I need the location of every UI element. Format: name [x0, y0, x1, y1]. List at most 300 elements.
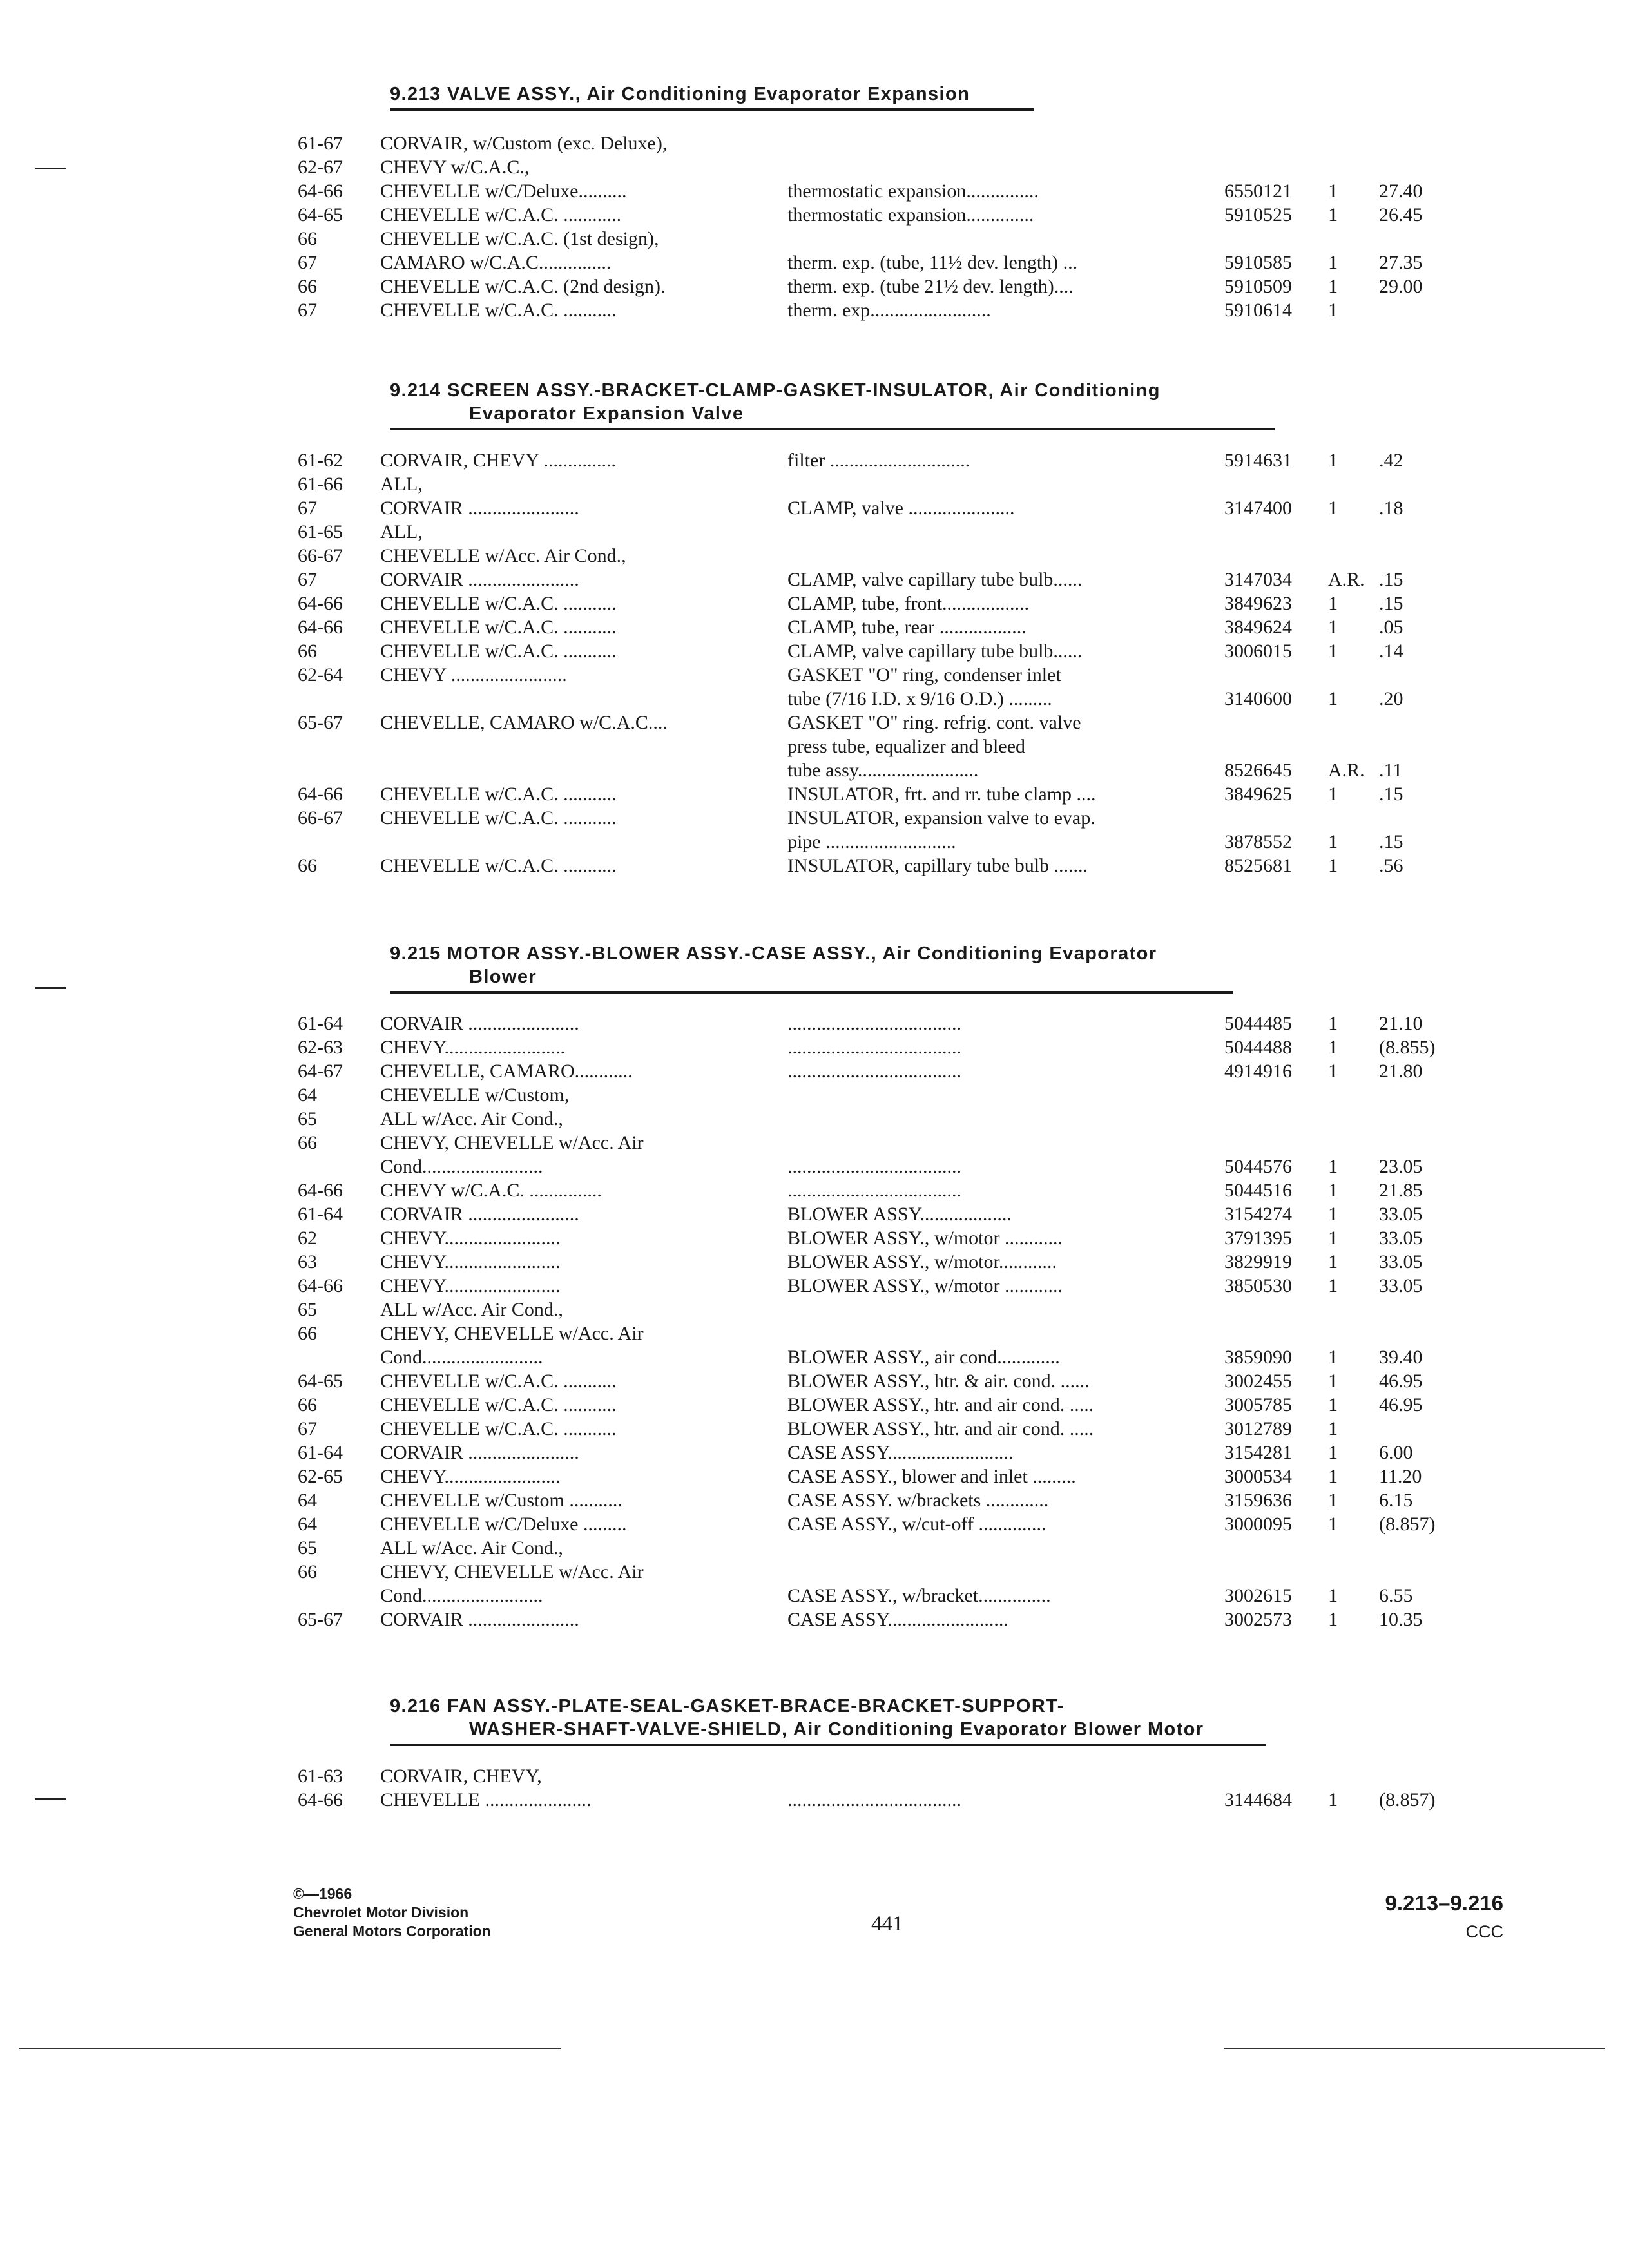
application: CORVAIR, w/Custom (exc. Deluxe),: [380, 133, 668, 154]
part-number: 4914916: [1224, 1061, 1292, 1082]
application: CORVAIR, CHEVY,: [380, 1765, 542, 1787]
part-description: CASE ASSY., w/bracket...............: [787, 1585, 1051, 1606]
margin-mark: [35, 987, 66, 989]
part-number: 3791395: [1224, 1227, 1292, 1249]
table-row: [0, 1250, 1629, 1274]
quantity: 1: [1328, 1609, 1338, 1630]
quantity: 1: [1328, 855, 1338, 876]
application: CHEVELLE, CAMARO w/C.A.C....: [380, 712, 668, 733]
model-years: 65-67: [298, 1609, 343, 1630]
application: CHEVELLE w/C.A.C. ............: [380, 204, 622, 226]
table-row: [0, 1488, 1629, 1512]
part-number: 3849624: [1224, 617, 1292, 638]
model-years: 63: [298, 1251, 317, 1273]
application: CHEVY, CHEVELLE w/Acc. Air: [380, 1323, 644, 1344]
price: 10.35: [1379, 1609, 1423, 1630]
application: CHEVELLE w/C.A.C. ...........: [380, 855, 617, 876]
price: 46.95: [1379, 1370, 1423, 1392]
part-number: 3159636: [1224, 1490, 1292, 1511]
section-title-line2: WASHER-SHAFT-VALVE-SHIELD, Air Conditioning Evaporator Blower Motor: [469, 1719, 1204, 1740]
quantity: 1: [1328, 1370, 1338, 1392]
part-description: pipe ...........................: [787, 831, 956, 852]
quantity: 1: [1328, 180, 1338, 202]
quantity: 1: [1328, 450, 1338, 471]
table-row: [0, 251, 1629, 274]
section-title-line1: 9.216 FAN ASSY.-PLATE-SEAL-GASKET-BRACE-BRACKET-SUPPORT-: [390, 1696, 1065, 1716]
table-row: [0, 520, 1629, 544]
model-years: 64-66: [298, 180, 343, 202]
application: CORVAIR .......................: [380, 1442, 579, 1463]
model-years: 66: [298, 228, 317, 249]
model-years: 61-66: [298, 474, 343, 495]
table-row: [0, 1560, 1629, 1584]
part-number: 3006015: [1224, 640, 1292, 662]
quantity: 1: [1328, 1514, 1338, 1535]
quantity: 1: [1328, 617, 1338, 638]
model-years: 61-63: [298, 1765, 343, 1787]
application: ALL,: [380, 521, 423, 543]
price: .15: [1379, 569, 1403, 590]
section-title-line1: 9.214 SCREEN ASSY.-BRACKET-CLAMP-GASKET-INSULATOR, Air Conditioning: [390, 380, 1161, 401]
quantity: 1: [1328, 1418, 1338, 1439]
model-years: 62-65: [298, 1466, 343, 1487]
section-title: [390, 942, 1233, 994]
table-row: [0, 1465, 1629, 1488]
quantity: 1: [1328, 1180, 1338, 1201]
model-years: 64-66: [298, 593, 343, 614]
part-description: BLOWER ASSY., w/motor............: [787, 1251, 1057, 1273]
model-years: 65-67: [298, 712, 343, 733]
part-number: 3849625: [1224, 783, 1292, 805]
price: 11.20: [1379, 1466, 1422, 1487]
price: .42: [1379, 450, 1403, 471]
application: CORVAIR .......................: [380, 497, 579, 519]
price: .14: [1379, 640, 1403, 662]
price: (8.855): [1379, 1037, 1436, 1058]
application: CHEVY w/C.A.C.,: [380, 157, 530, 178]
table-row: [0, 155, 1629, 179]
table-row: [0, 448, 1629, 472]
table-row: [0, 568, 1629, 591]
part-description: therm. exp. (tube 21½ dev. length)....: [787, 276, 1074, 297]
table-row: [0, 1536, 1629, 1560]
table-row: [0, 1608, 1629, 1631]
table-row: [0, 830, 1629, 854]
quantity: 1: [1328, 1585, 1338, 1606]
table-row: [0, 472, 1629, 496]
model-years: 66: [298, 640, 317, 662]
section-title-line1: 9.213 VALVE ASSY., Air Conditioning Evaporator Expansion: [390, 84, 970, 104]
model-years: 67: [298, 252, 317, 273]
table-row: [0, 1512, 1629, 1536]
part-number: 3849623: [1224, 593, 1292, 614]
section-title-rule: [390, 428, 1275, 430]
quantity: 1: [1328, 252, 1338, 273]
part-description: thermostatic expansion..............: [787, 204, 1034, 226]
table-row: [0, 1155, 1629, 1178]
application: CHEVELLE w/C.A.C. ...........: [380, 807, 617, 829]
price: .56: [1379, 855, 1403, 876]
price: .20: [1379, 688, 1403, 709]
price: 21.85: [1379, 1180, 1423, 1201]
part-description: CLAMP, valve capillary tube bulb......: [787, 640, 1083, 662]
table-row: [0, 131, 1629, 155]
application: ALL,: [380, 474, 423, 495]
quantity: 1: [1328, 1251, 1338, 1273]
part-number: 8525681: [1224, 855, 1292, 876]
part-number: 3012789: [1224, 1418, 1292, 1439]
quantity: A.R.: [1328, 569, 1365, 590]
quantity: 1: [1328, 204, 1338, 226]
model-years: 62-63: [298, 1037, 343, 1058]
part-description: BLOWER ASSY., air cond.............: [787, 1347, 1060, 1368]
application: CHEVELLE ......................: [380, 1789, 592, 1811]
price: 6.15: [1379, 1490, 1413, 1511]
table-row: [0, 615, 1629, 639]
price: .15: [1379, 593, 1403, 614]
price: 33.05: [1379, 1204, 1423, 1225]
application: CHEVELLE w/C/Deluxe..........: [380, 180, 627, 202]
part-description: CASE ASSY., blower and inlet .........: [787, 1466, 1076, 1487]
price: .15: [1379, 831, 1403, 852]
price: .15: [1379, 783, 1403, 805]
model-years: 61-64: [298, 1013, 343, 1034]
table-row: [0, 1012, 1629, 1035]
part-number: 3850530: [1224, 1275, 1292, 1296]
part-description: BLOWER ASSY., w/motor ............: [787, 1227, 1063, 1249]
table-row: [0, 1131, 1629, 1155]
table-row: [0, 687, 1629, 711]
part-description: GASKET "O" ring, condenser inlet: [787, 664, 1061, 686]
application: Cond.........................: [380, 1156, 543, 1177]
part-number: 3002615: [1224, 1585, 1292, 1606]
table-row: [0, 782, 1629, 806]
part-number: 5910585: [1224, 252, 1292, 273]
model-years: 66: [298, 855, 317, 876]
price: 6.55: [1379, 1585, 1413, 1606]
model-years: 67: [298, 300, 317, 321]
model-years: 64-65: [298, 204, 343, 226]
application: CORVAIR .......................: [380, 1609, 579, 1630]
model-years: 64-66: [298, 1180, 343, 1201]
quantity: 1: [1328, 1275, 1338, 1296]
application: CHEVELLE w/C.A.C. ...........: [380, 1394, 617, 1416]
application: CHEVY, CHEVELLE w/Acc. Air: [380, 1132, 644, 1153]
model-years: 62-64: [298, 664, 343, 686]
table-row: [0, 298, 1629, 322]
quantity: 1: [1328, 1394, 1338, 1416]
model-years: 66: [298, 1323, 317, 1344]
table-row: [0, 1083, 1629, 1107]
part-number: 5910525: [1224, 204, 1292, 226]
model-years: 64: [298, 1084, 317, 1106]
part-description: INSULATOR, capillary tube bulb .......: [787, 855, 1088, 876]
price: 46.95: [1379, 1394, 1423, 1416]
table-row: [0, 1441, 1629, 1465]
part-description: BLOWER ASSY., w/motor ............: [787, 1275, 1063, 1296]
table-row: [0, 1584, 1629, 1608]
part-description: therm. exp.........................: [787, 300, 991, 321]
part-number: 5910614: [1224, 300, 1292, 321]
price: 33.05: [1379, 1251, 1423, 1273]
model-years: 65: [298, 1299, 317, 1320]
model-years: 65: [298, 1537, 317, 1559]
application: CHEVY........................: [380, 1275, 561, 1296]
table-row: [0, 806, 1629, 830]
quantity: 1: [1328, 640, 1338, 662]
part-number: 5910509: [1224, 276, 1292, 297]
part-description: thermostatic expansion...............: [787, 180, 1039, 202]
application: ALL w/Acc. Air Cond.,: [380, 1537, 563, 1559]
application: Cond.........................: [380, 1585, 543, 1606]
table-row: [0, 1178, 1629, 1202]
part-description: ....................................: [787, 1156, 961, 1177]
model-years: 64: [298, 1514, 317, 1535]
quantity: 1: [1328, 1013, 1338, 1034]
part-description: ....................................: [787, 1180, 961, 1201]
part-number: 5044485: [1224, 1013, 1292, 1034]
parts-list: [0, 1012, 1629, 1631]
part-description: CLAMP, valve ......................: [787, 497, 1015, 519]
quantity: 1: [1328, 1156, 1338, 1177]
parts-list: [0, 1764, 1629, 1812]
part-number: 3878552: [1224, 831, 1292, 852]
part-number: 8526645: [1224, 760, 1292, 781]
table-row: [0, 758, 1629, 782]
part-description: filter .............................: [787, 450, 970, 471]
part-number: 3859090: [1224, 1347, 1292, 1368]
price: 21.10: [1379, 1013, 1423, 1034]
part-description: BLOWER ASSY...................: [787, 1204, 1012, 1225]
price: 39.40: [1379, 1347, 1423, 1368]
section-title-line2: Blower: [469, 966, 537, 987]
price: 33.05: [1379, 1275, 1423, 1296]
table-row: [0, 1345, 1629, 1369]
part-number: 5044576: [1224, 1156, 1292, 1177]
part-number: 3147034: [1224, 569, 1292, 590]
application: CORVAIR .......................: [380, 1204, 579, 1225]
quantity: 1: [1328, 1466, 1338, 1487]
part-number: 3140600: [1224, 688, 1292, 709]
application: CHEVELLE w/C.A.C. ...........: [380, 617, 617, 638]
parts-list: [0, 448, 1629, 878]
part-description: ....................................: [787, 1013, 961, 1034]
table-row: [0, 1274, 1629, 1298]
part-description: BLOWER ASSY., htr. & air. cond. ......: [787, 1370, 1090, 1392]
quantity: A.R.: [1328, 760, 1365, 781]
part-number: 3002455: [1224, 1370, 1292, 1392]
section-title-rule: [390, 1744, 1266, 1746]
price: 21.80: [1379, 1061, 1423, 1082]
model-years: 67: [298, 1418, 317, 1439]
table-row: [0, 1202, 1629, 1226]
section-title-line2: Evaporator Expansion Valve: [469, 403, 744, 424]
table-row: [0, 591, 1629, 615]
application: CHEVELLE w/C.A.C. ...........: [380, 593, 617, 614]
section-title: [390, 1695, 1266, 1746]
table-row: [0, 1417, 1629, 1441]
part-number: 3005785: [1224, 1394, 1292, 1416]
model-years: 61-64: [298, 1442, 343, 1463]
application: CHEVY w/C.A.C. ...............: [380, 1180, 602, 1201]
section-title: [390, 379, 1275, 430]
model-years: 64-66: [298, 783, 343, 805]
application: CHEVELLE w/C.A.C. ...........: [380, 1370, 617, 1392]
part-description: therm. exp. (tube, 11½ dev. length) ...: [787, 252, 1078, 273]
copyright-notice: ©—1966 Chevrolet Motor Division General Motors Corporation: [293, 1885, 491, 1939]
part-number: 5914631: [1224, 450, 1292, 471]
application: CAMARO w/C.A.C...............: [380, 252, 612, 273]
parts-list: [0, 131, 1629, 322]
table-row: [0, 544, 1629, 568]
part-description: ....................................: [787, 1037, 961, 1058]
table-row: [0, 1035, 1629, 1059]
application: CHEVY.........................: [380, 1037, 565, 1058]
model-years: 64: [298, 1490, 317, 1511]
table-row: [0, 1107, 1629, 1131]
section-title-line1: 9.215 MOTOR ASSY.-BLOWER ASSY.-CASE ASSY., Air Conditioning Evaporator: [390, 943, 1157, 964]
model-years: 62-67: [298, 157, 343, 178]
price: 6.00: [1379, 1442, 1413, 1463]
application: Cond.........................: [380, 1347, 543, 1368]
part-description: INSULATOR, expansion valve to evap.: [787, 807, 1095, 829]
application: CHEVELLE w/Acc. Air Cond.,: [380, 545, 626, 566]
price: .18: [1379, 497, 1403, 519]
part-description: BLOWER ASSY., htr. and air cond. .....: [787, 1394, 1094, 1416]
section-title-rule: [390, 108, 1034, 111]
quantity: 1: [1328, 1347, 1338, 1368]
application: CORVAIR, CHEVY ...............: [380, 450, 616, 471]
part-description: CASE ASSY..........................: [787, 1442, 1014, 1463]
bottom-rule: [19, 2048, 561, 2049]
quantity: 1: [1328, 688, 1338, 709]
quantity: 1: [1328, 1227, 1338, 1249]
quantity: 1: [1328, 1204, 1338, 1225]
model-years: 66: [298, 276, 317, 297]
application: CHEVELLE, CAMARO............: [380, 1061, 633, 1082]
table-row: [0, 1226, 1629, 1250]
part-number: 6550121: [1224, 180, 1292, 202]
part-description: press tube, equalizer and bleed: [787, 736, 1026, 757]
part-description: CLAMP, tube, front..................: [787, 593, 1029, 614]
application: CHEVELLE w/C/Deluxe .........: [380, 1514, 627, 1535]
quantity: 1: [1328, 300, 1338, 321]
price: .05: [1379, 617, 1403, 638]
part-description: ....................................: [787, 1061, 961, 1082]
table-row: [0, 496, 1629, 520]
model-years: 65: [298, 1108, 317, 1129]
application: CHEVELLE w/C.A.C. ...........: [380, 640, 617, 662]
price: 26.45: [1379, 204, 1423, 226]
application: CHEVY........................: [380, 1227, 561, 1249]
part-number: 5044516: [1224, 1180, 1292, 1201]
price: .11: [1379, 760, 1403, 781]
table-row: [0, 1393, 1629, 1417]
table-row: [0, 203, 1629, 227]
model-years: 66-67: [298, 545, 343, 566]
price: 33.05: [1379, 1227, 1423, 1249]
model-years: 66: [298, 1394, 317, 1416]
table-row: [0, 1298, 1629, 1321]
table-row: [0, 663, 1629, 687]
table-row: [0, 179, 1629, 203]
part-number: 3154281: [1224, 1442, 1292, 1463]
part-description: CLAMP, valve capillary tube bulb......: [787, 569, 1083, 590]
quantity: 1: [1328, 593, 1338, 614]
price: (8.857): [1379, 1514, 1436, 1535]
model-years: 64-67: [298, 1061, 343, 1082]
model-years: 66-67: [298, 807, 343, 829]
model-years: 67: [298, 569, 317, 590]
application: CHEVELLE w/Custom ...........: [380, 1490, 622, 1511]
model-years: 61-65: [298, 521, 343, 543]
part-description: ....................................: [787, 1789, 961, 1811]
table-row: [0, 1059, 1629, 1083]
quantity: 1: [1328, 1061, 1338, 1082]
table-row: [0, 639, 1629, 663]
section-title: [390, 82, 1034, 111]
table-row: [0, 274, 1629, 298]
part-description: CASE ASSY. w/brackets .............: [787, 1490, 1049, 1511]
part-number: 3002573: [1224, 1609, 1292, 1630]
table-row: [0, 1369, 1629, 1393]
application: CHEVELLE w/Custom,: [380, 1084, 570, 1106]
application: CHEVELLE w/C.A.C. (1st design),: [380, 228, 659, 249]
part-number: 3000095: [1224, 1514, 1292, 1535]
price: 23.05: [1379, 1156, 1423, 1177]
part-description: BLOWER ASSY., htr. and air cond. .....: [787, 1418, 1094, 1439]
part-description: tube assy.........................: [787, 760, 979, 781]
table-row: [0, 227, 1629, 251]
part-description: CLAMP, tube, rear ..................: [787, 617, 1027, 638]
model-years: 64-66: [298, 1789, 343, 1811]
application: CHEVY ........................: [380, 664, 567, 686]
model-years: 61-64: [298, 1204, 343, 1225]
table-row: [0, 735, 1629, 758]
application: ALL w/Acc. Air Cond.,: [380, 1108, 563, 1129]
model-years: 66: [298, 1132, 317, 1153]
application: CHEVY, CHEVELLE w/Acc. Air: [380, 1561, 644, 1582]
application: CORVAIR .......................: [380, 569, 579, 590]
quantity: 1: [1328, 831, 1338, 852]
price: 27.35: [1379, 252, 1423, 273]
price: 27.40: [1379, 180, 1423, 202]
application: CHEVELLE w/C.A.C. ...........: [380, 300, 617, 321]
part-number: 3829919: [1224, 1251, 1292, 1273]
application: CORVAIR .......................: [380, 1013, 579, 1034]
model-years: 64-66: [298, 1275, 343, 1296]
table-row: [0, 1764, 1629, 1788]
quantity: 1: [1328, 497, 1338, 519]
bottom-rule: [1224, 2048, 1605, 2049]
application: ALL w/Acc. Air Cond.,: [380, 1299, 563, 1320]
part-number: 3147400: [1224, 497, 1292, 519]
quantity: 1: [1328, 1789, 1338, 1811]
part-description: INSULATOR, frt. and rr. tube clamp ....: [787, 783, 1096, 805]
part-number: 5044488: [1224, 1037, 1292, 1058]
section-title-rule: [390, 991, 1233, 994]
table-row: [0, 1788, 1629, 1812]
model-years: 67: [298, 497, 317, 519]
application: CHEVY........................: [380, 1466, 561, 1487]
quantity: 1: [1328, 1490, 1338, 1511]
application: CHEVELLE w/C.A.C. ...........: [380, 1418, 617, 1439]
quantity: 1: [1328, 1442, 1338, 1463]
table-row: [0, 854, 1629, 878]
price: (8.857): [1379, 1789, 1436, 1811]
application: CHEVY........................: [380, 1251, 561, 1273]
model-years: 64-65: [298, 1370, 343, 1392]
